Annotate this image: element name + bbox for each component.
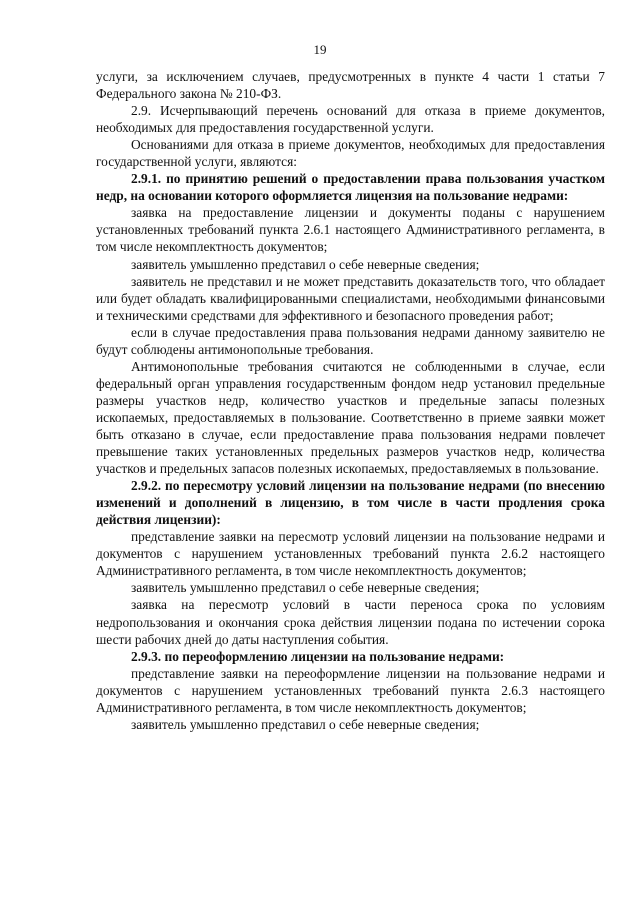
paragraph: если в случае предоставления права пользования недрами данному заявителю не будут соблюдены антимонопольные требования.: [96, 324, 605, 357]
paragraph: заявитель умышленно представил о себе неверные сведения;: [131, 256, 480, 272]
section-heading: 2.9.1. по принятию решений о предоставлении права пользования участком недр, на основании которого оформляется лицензия на пользование недрами:: [96, 171, 605, 204]
page-number: 19: [313, 42, 327, 57]
section-heading: 2.9.3. по переоформлению лицензии на пользование недрами:: [131, 648, 505, 664]
paragraph: заявитель умышленно представил о себе неверные сведения;: [131, 580, 480, 596]
paragraph: услуги, за исключением случаев, предусмотренных в пункте 4 части 1 статьи 7 Федерального закона № 210-ФЗ.: [96, 69, 605, 102]
paragraph: представление заявки на переоформление лицензии на пользование недрами и документов с нарушением установленных требований пункта 2.6.3 настоящего Административного регламента, в том числе некомплектность документов;: [96, 665, 605, 715]
paragraph: заявитель не представил и не может представить доказательств того, что обладает или будет обладать квалифицированными специалистами, необходимыми финансовыми и техническими средствами для эффективного и безопасного проведения работ;: [96, 273, 605, 323]
paragraph: заявка на предоставление лицензии и документы поданы с нарушением установленных требований пункта 2.6.1 настоящего Административного регламента, в том числе некомплектность документов;: [96, 205, 605, 255]
paragraph: заявитель умышленно представил о себе неверные сведения;: [131, 716, 480, 732]
paragraph: 2.9. Исчерпывающий перечень оснований для отказа в приеме документов, необходимых для предоставления государственной услуги.: [96, 103, 605, 136]
section-heading: 2.9.2. по пересмотру условий лицензии на пользование недрами (по внесению изменений и дополнений в лицензию, в том числе в части продления срока действия лицензии):: [96, 478, 605, 528]
document-body: [96, 68, 605, 733]
paragraph: заявка на пересмотр условий в части переноса срока по условиям недропользования и окончания срока действия лицензии подана по истечении сорока шести рабочих дней до даты наступления события.: [96, 597, 605, 647]
paragraph: Основаниями для отказа в приеме документов, необходимых для предоставления государственной услуги, являются:: [96, 137, 605, 170]
paragraph: Антимонопольные требования считаются не соблюденными в случае, если федеральный орган управления государственным фондом недр установил предельные размеры участков недр, количество участков и предельные запасы полезных ископаемых, предоставляемых в пользование. Соответственно в приеме заявки может быть отказано в случае, если предоставление права пользования недрами повлечет превышение таких установленных предельных размеров участков недр, количества участков и предельных запасов полезных ископаемых, предоставляемых в пользование.: [96, 358, 605, 477]
paragraph: представление заявки на пересмотр условий лицензии на пользование недрами и документов с нарушением установленных требований пункта 2.6.2 настоящего Административного регламента, в том числе некомплектность документов;: [96, 529, 605, 579]
